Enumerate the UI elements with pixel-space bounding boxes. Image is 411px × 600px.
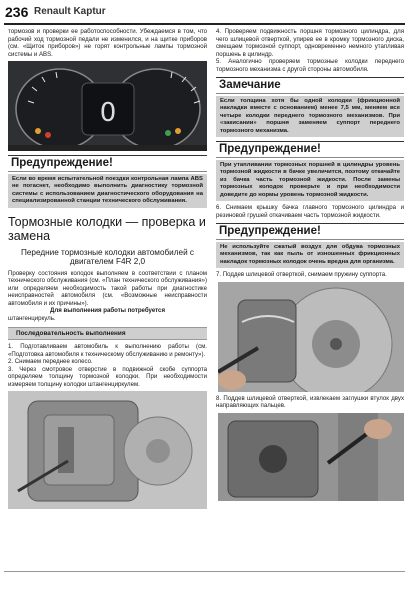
warning-title-2: Предупреждение! [216,141,404,158]
left-column [8,28,207,509]
body-paragraph: Проверку состояния колодок выполняем в соответствии с планом технического обслуживания (см. «План технического обслуживания») или определяем необходимость такой работы при диагностике неисправностей автомобиля (см. «Возможные неисправности автомобиля и их причины»). [8,269,207,307]
right-column [216,28,404,501]
note-title: Замечание [216,77,404,94]
step-4: 4. Проверяем подвижность поршня тормозного цилиндра, для чего шлицевой отверткой, упирев ее в кромку тормозного диска, смещаем тормозной суппорт, одновременно немного утапливая поршень в цилиндр. [216,28,404,58]
caliper-photo [8,391,207,509]
section-title: Тормозные колодки — проверка и замена [8,214,206,243]
page-number: 236 [5,4,29,20]
warning-title-1: Предупреждение! [8,155,207,172]
step-5: 5. Аналогично проверяем тормозные колодки переднего тормозного механизма с другой стороны автомобиля. [216,58,404,73]
footer-rule [4,571,405,572]
dashboard-photo [8,61,207,151]
tools-item: штангенциркуль. [8,314,56,322]
header-rule [4,23,405,25]
dash-gear-display: 0 [99,98,117,128]
step-7: 7. Поддев шлицевой отверткой, снимаем пружину суппорта. [216,271,387,279]
warning-body-1: Если во время испытательной поездки контрольная лампа ABS не погаснет, необходимо выполнить диагностику тормозной системы с использованием диагностического оборудования на специализированной станции технического обслуживания. [8,174,207,208]
plug-removal-photo [218,413,404,501]
step-1: 1. Подготавливаем автомобиль к выполнению работы (см. «Подготовка автомобиля к техническому обслуживанию и ремонту»). [8,343,207,358]
warning-body-2: При утапливании тормозных поршней в цилиндры уровень тормозной жидкости в бачке увеличится, поэтому откачайте из бачка часть тормозной жидкости. После замены тормозных колодок проверьте и при необходимости доведите до нормы уровень тормозной жидкости. [216,160,404,201]
spring-removal-photo [218,282,404,392]
step-2: 2. Снимаем переднее колесо. [8,358,93,366]
step-6: 6. Снимаем крышку бачка главного тормозного цилиндра и резиновой грушей откачиваем часть тормозной жидкости. [216,204,404,219]
sequence-header: Последовательность выполнения [8,327,207,340]
subsection-title: Передние тормозные колодки автомобилей с двигателем F4R 2,0 [20,247,195,267]
step-8: 8. Поддев шлицевой отверткой, извлекаем заглушки втулок двух направляющих пальцев. [216,394,404,410]
warning-title-3: Предупреждение! [216,223,404,240]
note-body: Если толщина хотя бы одной колодки (фрикционной накладки вместе с основанием) менее 7,5 мм, меняем все четыре колодки переднего тормозного механизмов. При «закисании» поршня заменяем суппорт переднего тормозного механизма. [216,96,404,137]
running-title: Renault Kaptur [34,6,106,17]
step-3: 3. Через смотровое отверстие в подвижной скобе суппорта определяем толщину тормозной колодки. При необходимости измеряем толщину колодки штангенциркулем. [8,365,207,388]
intro-paragraph: тормозов и проверки ее работоспособности. Убеждаемся в том, что рабочий ход тормозной педали не изменился, и на щитке приборов (см. «Щиток приборов») не горят контрольные лампы тормозной системы и ABS. [8,28,207,58]
tools-line: Для выполнения работы потребуется [49,307,166,315]
warning-body-3: Не используйте сжатый воздух для обдува тормозных механизмов, так как пыль от изношенных фрикционных накладок тормозных колодок очень вредна для организма. [216,242,404,268]
